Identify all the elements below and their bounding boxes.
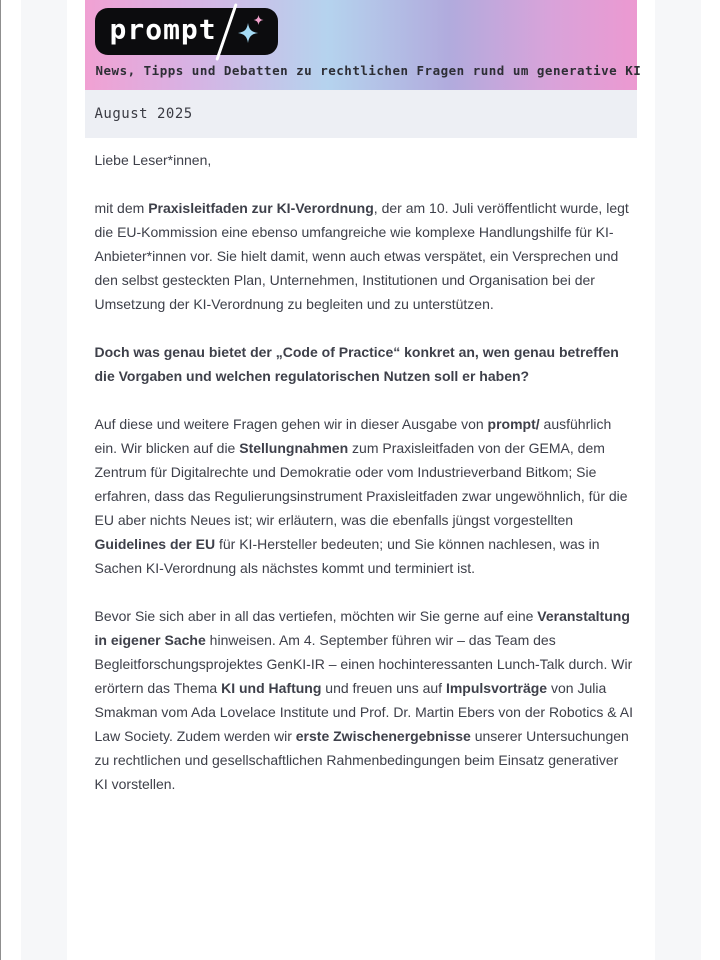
paragraph-text-run: unserer Untersuchungen zu rechtlichen und gesellschaftlichen Rahmenbedingungen beim Einsatz generativer KI vorstellen.: [94, 728, 629, 792]
sparkle-small-star: [253, 15, 263, 25]
paragraph: [95, 196, 635, 316]
paragraph-text-run: Bevor Sie sich aber in all das vertiefen, möchten wir Sie gerne auf eine: [94, 608, 538, 624]
logo-wordmark: prompt: [109, 13, 217, 46]
paragraph-text-run: , der am 10. Juli veröffentlicht wurde, legt die EU-Kommission eine ebenso umfangreiche wie komplexe Handlungshilfe für KI-Anbieter*innen vor. Sie hielt damit, wenn auch etwas verspätet, ein Versprechen und den selbst gesteckten Plan, Unternehmen, Institutionen und Organisation bei der Umsetzung der KI-Verordnung zu begleiten und zu unterstützen.: [94, 200, 629, 312]
paragraph-bold-run: erste Zwischenergebnisse: [295, 728, 471, 744]
paragraph-bold-run: Praxisleitfaden zur KI-Verordnung: [148, 200, 374, 216]
paragraph-text-run: und freuen uns auf: [321, 680, 446, 696]
paragraph: [95, 148, 635, 172]
paragraph-text-run: für KI-Hersteller bedeuten; und Sie können nachlesen, was in Sachen KI-Verordnung als nächstes kommt und terminiert ist.: [94, 536, 600, 576]
email-content-column: [85, 0, 642, 796]
paragraph-bold-run: prompt/: [487, 416, 540, 432]
newsletter-body: [85, 138, 637, 796]
newsletter-masthead: [85, 0, 642, 90]
paragraph-text-run: Liebe Leser*innen,: [94, 152, 212, 168]
newsletter-paragraphs: [95, 148, 637, 796]
paragraph-text-run: zum Praxisleitfaden von der GEMA, dem Zentrum für Digitalrechte und Demokratie oder vom Industrieverband Bitkom; Sie erfahren, dass das Regulierungsinstrument Praxisleitfaden zwar ungewöhnlich, für die EU aber nichts Neues ist; wir erläutern, was die ebenfalls jüngst vorgestellten: [94, 440, 628, 528]
paragraph: [95, 604, 635, 796]
paragraph-text-run: von Julia Smakman vom Ada Lovelace Institute und Prof. Dr. Martin Ebers von der Robotics & AI Law Society. Zudem werden wir: [94, 680, 633, 744]
paragraph-bold-run: KI und Haftung: [221, 680, 322, 696]
prompt-logo[interactable]: [95, 8, 278, 55]
paragraph: [95, 340, 635, 388]
paragraph-text-run: Auf diese und weitere Fragen gehen wir in dieser Ausgabe von: [94, 416, 488, 432]
sparkle-big-star: [238, 23, 258, 43]
newsletter-tagline: News, Tipps und Debatten zu rechtlichen Fragen rund um generative KI: [95, 63, 642, 78]
paragraph-bold-run: Veranstaltung in eigener Sache: [94, 608, 630, 648]
paragraph-bold-run: Doch was genau bietet der „Code of Practice“ konkret an, wen genau betreffen die Vorgaben und welchen regulatorischen Nutzen soll er haben?: [94, 344, 619, 384]
paragraph: [95, 412, 635, 580]
sparkle-icon: [235, 14, 265, 50]
paragraph-bold-run: Impulsvorträge: [445, 680, 548, 696]
email-card: [67, 0, 655, 960]
email-background-gutter: [21, 0, 701, 960]
paragraph-text-run: mit dem: [94, 200, 149, 216]
paragraph-bold-run: Guidelines der EU: [94, 536, 216, 552]
paragraph-text-run: ausführlich ein. Wir blicken auf die: [94, 416, 612, 456]
paragraph-bold-run: Stellungnahmen: [239, 440, 349, 456]
issue-date-label: August 2025: [94, 106, 193, 122]
issue-date-bar: [85, 90, 637, 138]
paragraph-text-run: hinweisen. Am 4. September führen wir – das Team des Begleitforschungsprojektes GenKI-IR – einen hochinteressanten Lunch-Talk durch. Wir erörtern das Thema: [94, 632, 633, 696]
